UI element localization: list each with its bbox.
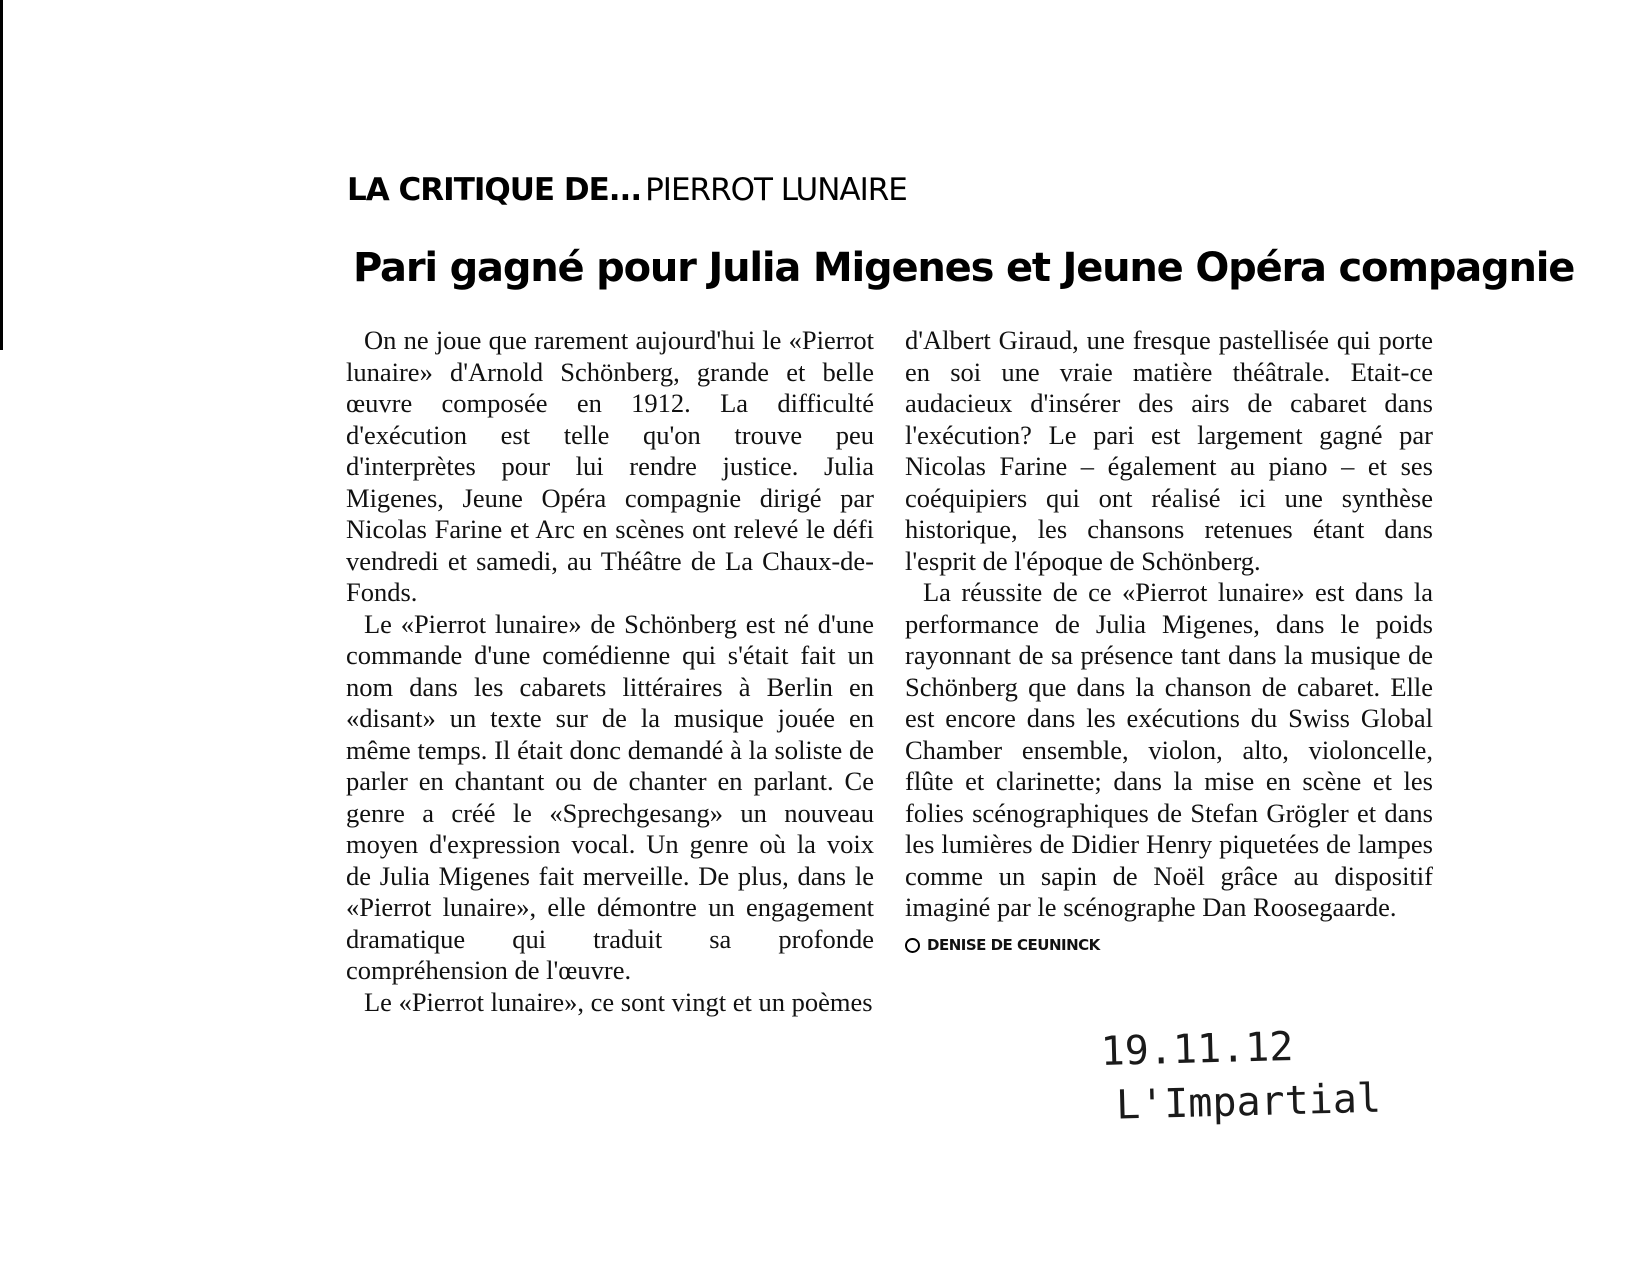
scan-edge-line bbox=[0, 0, 3, 350]
kicker-subject: PIERROT LUNAIRE bbox=[645, 172, 907, 208]
bullet-icon bbox=[905, 938, 920, 953]
author-byline bbox=[905, 930, 1433, 962]
kicker-prefix: LA CRITIQUE DE... bbox=[347, 172, 642, 208]
handwritten-note bbox=[1100, 1018, 1382, 1133]
article-column-left bbox=[346, 325, 874, 1018]
paragraph: La réussite de ce «Pierrot lunaire» est dans la performance de Julia Migenes, dans le poids rayonnant de sa présence tant dans la musique de Schönberg que dans la chanson de cabaret. Elle est encore dans les exécutions du Swiss Global Chamber ensemble, violon, alto, violoncelle, flûte et clarinette; dans la mise en scène et les folies scénographiques de Stefan Grögler et dans les lumières de Didier Henry piquetées de lampes comme un sapin de Noël grâce au dispositif imaginé par le scénographe Dan Roosegaarde. bbox=[905, 577, 1433, 922]
article-column-right bbox=[905, 325, 1433, 961]
section-kicker bbox=[347, 172, 907, 208]
paragraph: Le «Pierrot lunaire», ce sont vingt et un poèmes bbox=[364, 986, 873, 1017]
paragraph: On ne joue que rarement aujourd'hui le «Pierrot lunaire» d'Arnold Schönberg, grande et belle œuvre composée en 1912. La difficulté d'exécution est telle qu'on trouve peu d'interprètes pour lui rendre justice. Julia Migenes, Jeune Opéra compagnie dirigé par Nicolas Farine et Arc en scènes ont relevé le défi vendredi et samedi, au Théâtre de La Chaux-de-Fonds. bbox=[346, 325, 874, 607]
paragraph: Le «Pierrot lunaire» de Schönberg est né d'une commande d'une comédienne qui s'était fait un nom dans les cabarets littéraires à Berlin en «disant» un texte sur de la musique jouée en même temps. Il était donc demandé à la soliste de parler en chantant ou de chanter en parlant. Ce genre a créé le «Sprechgesang» un nouveau moyen d'expression vocal. Un genre où la voix de Julia Migenes fait merveille. De plus, dans le «Pierrot lunaire», elle démontre un engagement dramatique qui traduit sa profonde compréhension de l'œuvre. bbox=[346, 608, 874, 985]
paragraph: d'Albert Giraud, une fresque pastellisée qui porte en soi une vraie matière théâtrale. Etait-ce audacieux d'insérer des airs de cabaret dans l'exécution? Le pari est largement gagné par Nicolas Farine – également au piano – et ses coéquipiers qui ont réalisé ici une synthèse historique, les chansons retenues étant dans l'esprit de l'époque de Schönberg. bbox=[905, 325, 1433, 576]
article-headline: Pari gagné pour Julia Migenes et Jeune Opéra compagnie bbox=[353, 245, 1575, 291]
author-name: DENISE DE CEUNINCK bbox=[927, 935, 1100, 954]
handwritten-date: 19.11.12 bbox=[1100, 1023, 1294, 1075]
handwritten-source: L'Impartial bbox=[1115, 1075, 1382, 1129]
